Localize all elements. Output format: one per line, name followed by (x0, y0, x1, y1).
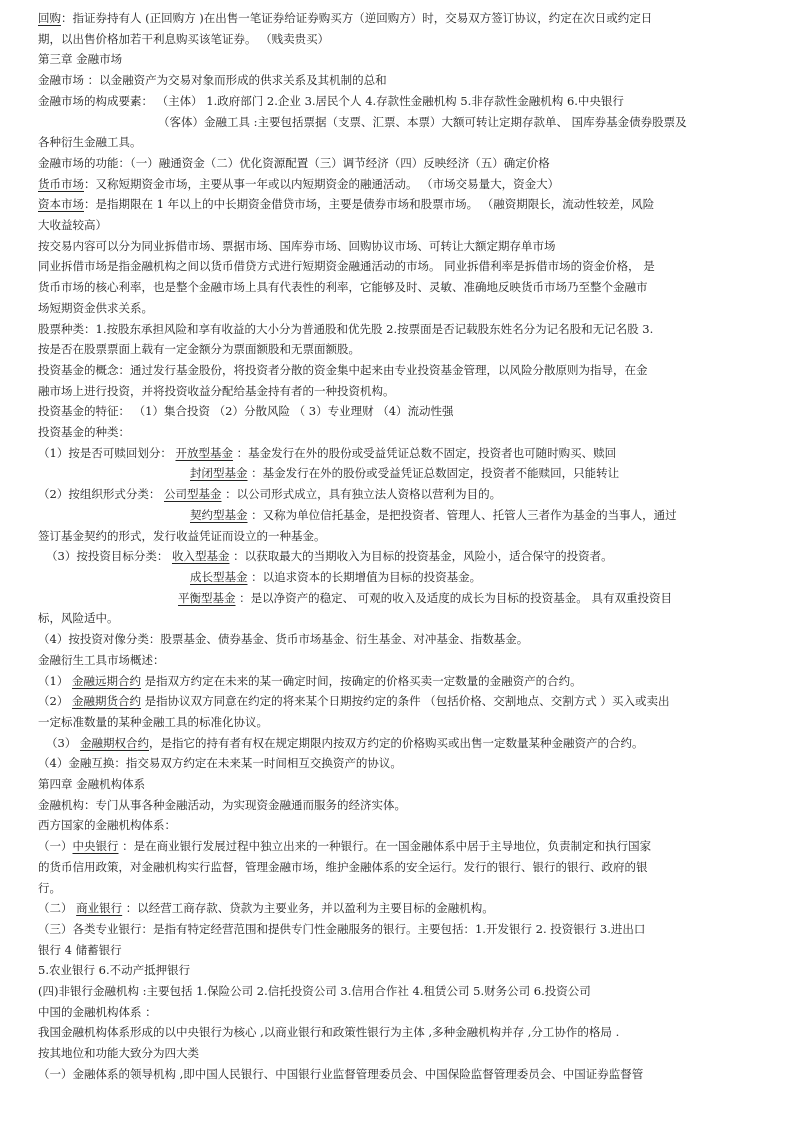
text-line (38, 298, 770, 319)
text-line (38, 484, 770, 505)
line-text: ：是在商业银行发展过程中独立出来的一种银行。在一国金融体系中居于主导地位，负责制定和执行国家 (118, 839, 652, 854)
line-text: ：基金发行在外的股份或受益凭证总数固定，投资者不能赎回，只能转让 (247, 466, 620, 481)
line-text: ：以获取最大的当期收入为目标的投资基金，风险小，适合保守的投资者。 (229, 549, 613, 564)
text-line (38, 463, 770, 484)
text-line (38, 898, 770, 919)
line-text: ：以公司形式成立，具有独立法人资格以营利为目的。 (221, 487, 502, 502)
line-text: 金融市场的功能：（一）融通资金（二）优化资源配置（三）调节经济（四）反映经济（五）确定价格 (38, 155, 550, 170)
line-text: 我国金融机构体系形成的以中央银行为核心 ,以商业银行和政策性银行为主体 ,多种金融机构并存 ,分工协作的格局 . (38, 1025, 620, 1040)
line-text: 西方国家的金融机构体系： (38, 818, 176, 833)
line-text: （4）按投资对像分类：股票基金、债券基金、货币市场基金、衍生基金、对冲基金、指数基金。 (38, 632, 529, 647)
underlined-term: 金融远期合约 (71, 673, 141, 688)
underlined-term: 商业银行 (76, 901, 123, 916)
underlined-term: 开放型基金 (175, 445, 233, 460)
line-text: 期，以出售价格加若干利息购买该笔证券。 （贱卖贵买） (38, 31, 330, 46)
text-line (38, 236, 770, 257)
text-line (38, 277, 770, 298)
line-text: 银行 4 储蓄银行 (38, 942, 122, 957)
line-text: ：指证券持有人 (正回购方 )在出售一笔证券给证券购买方（逆回购方）时，交易双方签订协议，约定在次日或约定日 (61, 11, 653, 25)
underlined-term: 公司型基金 (163, 487, 222, 502)
text-line (38, 774, 770, 795)
line-text: 金融机构：专门从事各种金融活动，为实现资金融通而服务的经济实体。 (38, 797, 406, 812)
text-line (38, 401, 770, 422)
text-line (38, 919, 770, 940)
line-prefix: （2） (38, 694, 72, 709)
line-text: 金融市场 ：以金融资产为交易对象而形成的供求关系及其机制的总和 (38, 73, 387, 88)
line-text: 各种衍生金融工具。 (38, 135, 142, 150)
line-text: 场短期资金供求关系。 (38, 300, 153, 315)
line-text: 金融市场的构成要素： （主体） 1.政府部门 2.企业 3.居民个人 4.存款性金融机构 5.非存款性金融机构 6.中央银行 (38, 93, 624, 108)
text-line (38, 629, 770, 650)
line-text: ：又称为单位信托基金，是把投资者、管理人、托管人三者作为基金的当事人，通过 (247, 507, 677, 522)
line-text: 一定标准数量的某种金融工具的标准化协议。 (38, 714, 268, 729)
line-text: 投资基金的种类： (38, 425, 130, 440)
underlined-term: 货币市场 (38, 176, 84, 191)
text-line (38, 1064, 770, 1085)
line-text: 标，风险适中。 (38, 611, 119, 626)
text-line (38, 878, 770, 899)
underlined-term: 中央银行 (72, 839, 119, 854)
underlined-term: 平衡型基金 (178, 590, 236, 605)
line-text: （一）金融体系的领导机构 ,即中国人民银行、中国银行业监督管理委员会、中国保险监督管理委员会、中国证券监督管 (38, 1066, 644, 1081)
text-line (38, 815, 770, 836)
line-text: ：以追求资本的长期增值为目标的投资基金。 (247, 569, 482, 584)
line-text: 5.农业银行 6.不动产抵押银行 (38, 963, 191, 978)
line-text: 是指双方约定在未来的某一确定时间，按确定的价格买卖一定数量的金融资产的合约。 (140, 673, 582, 688)
text-line (38, 588, 770, 609)
line-text: （三）各类专业银行：是指有特定经营范围和提供专门性金融服务的银行。主要包括：1.开发银行 2. 投资银行 3.进出口 (38, 921, 646, 936)
text-line (38, 1043, 770, 1064)
line-text: ，是指它的持有者有权在规定期限内按双方约定的价格购买或出售一定数量某种金融资产的合约。 (148, 735, 644, 750)
text-line (38, 132, 770, 153)
text-line (38, 960, 770, 981)
text-line (38, 691, 770, 712)
line-text: 融市场上进行投资，并将投资收益分配给基金持有者的一种投资机构。 (38, 383, 395, 398)
text-line (38, 546, 770, 567)
text-line (38, 381, 770, 402)
text-line (38, 443, 770, 464)
line-text: 同业拆借市场是指金融机构之间以货币借贷方式进行短期资金融通活动的市场。 同业拆借利率是拆借市场的资金价格， 是 (38, 259, 655, 274)
text-line (38, 360, 770, 381)
underlined-term: 金融期权合约 (79, 735, 149, 750)
line-text: 按交易内容可以分为同业拆借市场、票据市场、国库券市场、回购协议市场、可转让大额定期存单市场 (38, 238, 556, 253)
line-text: ：是指期限在 1 年以上的中长期资金借贷市场，主要是债券市场和股票市场。 （融资期限长，流动性较差，风险 (84, 197, 655, 212)
line-text: 行。 (38, 880, 61, 895)
underlined-term: 收入型基金 (171, 549, 230, 564)
text-line (38, 70, 770, 91)
text-line (38, 422, 770, 443)
text-line (38, 671, 770, 692)
line-prefix: （一） (38, 839, 73, 854)
text-line (38, 836, 770, 857)
text-line (38, 112, 770, 133)
line-text: 大收益较高） (38, 218, 107, 233)
text-line (38, 91, 770, 112)
text-line (38, 981, 770, 1002)
text-line (38, 526, 770, 547)
line-text: 投资基金的概念：通过发行基金股份，将投资者分散的资金集中起来由专业投资基金管理，以风险分散原则为指导，在金 (38, 362, 648, 377)
line-text: ：又称短期资金市场，主要从事一年或以内短期资金的融通活动。 （市场交易量大，资金大） (84, 176, 560, 191)
line-text: ：基金发行在外的股份或受益凭证总数不固定，投资者也可随时购买、赎回 (232, 445, 617, 460)
line-text: 第三章 金融市场 (38, 52, 123, 67)
line-text: 是指协议双方同意在约定的将来某个日期按约定的条件 （包括价格、交割地点、交割方式 ）买入或卖出 (140, 694, 670, 709)
line-prefix: （3）按投资目标分类： (46, 549, 172, 564)
line-prefix: （1）按是否可赎回划分： (38, 445, 176, 460)
text-line (38, 505, 770, 526)
underlined-term: 成长型基金 (190, 569, 248, 584)
text-line (38, 753, 770, 774)
text-line (38, 567, 770, 588)
text-line (38, 174, 770, 195)
text-line (38, 194, 770, 215)
line-text: 投资基金的特征： （1）集合投资 （2）分散风险 （ 3）专业理财 （4）流动性强 (38, 404, 454, 419)
text-line (38, 29, 770, 50)
line-text: ：以经营工商存款、贷款为主要业务，并以盈利为主要目标的金融机构。 (122, 901, 494, 916)
text-line (38, 215, 770, 236)
line-text: 股票种类：1.按股东承担风险和享有收益的大小分为普通股和优先股 2.按票面是否记载股东姓名分为记名股和无记名股 3. (38, 321, 654, 336)
underlined-term: 契约型基金 (190, 507, 248, 522)
line-text: 货币市场的核心利率，也是整个金融市场上具有代表性的利率，它能够及时、灵敏、准确地反映货币市场乃至整个金融市 (38, 280, 648, 295)
text-line (38, 153, 770, 174)
line-prefix: （1） (38, 673, 72, 688)
underlined-term: 资本市场 (38, 197, 84, 212)
text-line (38, 608, 770, 629)
underlined-term: 封闭型基金 (190, 466, 248, 481)
text-line (38, 712, 770, 733)
line-text: 按是否在股票票面上载有一定金额分为票面额股和无票面额股。 (38, 342, 360, 357)
text-line (38, 1002, 770, 1023)
line-text: ：是以净资产的稳定、 可观的收入及适度的成长为目标的投资基金。 具有双重投资目 (235, 590, 672, 605)
text-line (38, 256, 770, 277)
text-line (38, 940, 770, 961)
line-text: （4）金融互换：指交易双方约定在未来某一时间相互交换资产的协议。 (38, 756, 402, 771)
line-text: 金融衍生工具市场概述： (38, 652, 165, 667)
text-line (38, 1022, 770, 1043)
line-prefix: （二） (38, 901, 77, 916)
text-line (38, 49, 770, 70)
line-text: 按其地位和功能大致分为四大类 (38, 1046, 199, 1061)
underlined-term: 金融期货合约 (71, 694, 141, 709)
text-line (38, 857, 770, 878)
line-text: (四)非银行金融机构 :主要包括 1.保险公司 2.信托投资公司 3.信用合作社 4.租赁公司 5.财务公司 6.投资公司 (38, 984, 591, 999)
line-prefix: （3） (46, 735, 80, 750)
line-prefix: （2）按组织形式分类： (38, 487, 164, 502)
text-line (38, 733, 770, 754)
line-text: 签订基金契约的形式，发行收益凭证而设立的一种基金。 (38, 528, 326, 543)
line-text: 的货币信用政策，对金融机构实行监督，管理金融市场，维护金融体系的安全运行。发行的银行、银行的银行、政府的银 (38, 859, 648, 874)
line-text: 中国的金融机构体系 ： (38, 1004, 157, 1019)
text-line (38, 319, 770, 340)
text-line (38, 339, 770, 360)
line-text: （客体）金融工具 :主要包括票据（支票、汇票、本票）大额可转让定期存款单、 国库券基金债券股票及 (158, 114, 687, 129)
text-line (38, 795, 770, 816)
text-line (38, 8, 770, 29)
underlined-term: 回购 (38, 11, 61, 25)
line-text: 第四章 金融机构体系 (38, 777, 146, 792)
text-line (38, 650, 770, 671)
